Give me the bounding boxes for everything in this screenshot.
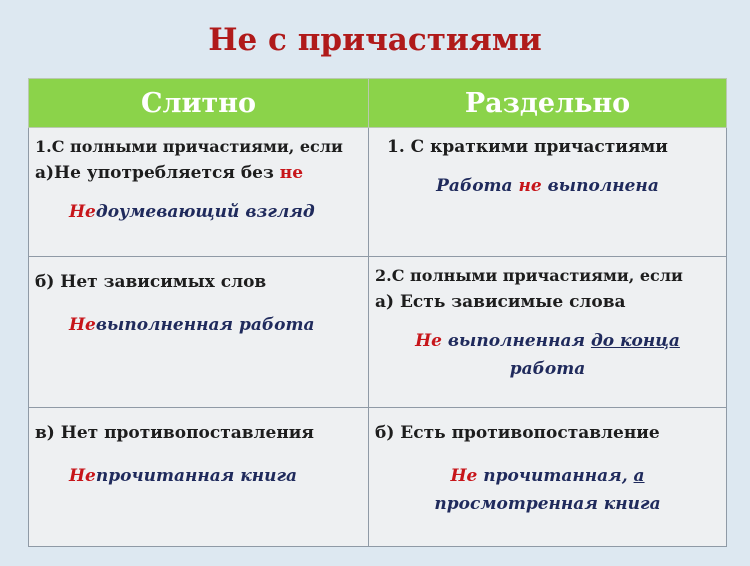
highlight-ne: не — [279, 163, 304, 183]
highlight-ne: Не — [69, 202, 96, 222]
table-row — [29, 408, 727, 547]
example-text: Невыполненная работа — [69, 315, 315, 335]
header-row — [29, 79, 727, 128]
rule-text: б) Нет зависимых слов — [35, 272, 267, 292]
highlight-ne: Не — [415, 331, 442, 351]
highlight-ne: не — [518, 176, 542, 196]
cell-separate-3 — [369, 408, 727, 547]
highlight-ne: Не — [450, 466, 478, 486]
header-separate: Раздельно — [369, 79, 727, 128]
example-text: Работа не выполнена — [436, 176, 659, 196]
example-text: Не прочитанная, а — [450, 466, 645, 486]
cell-together-1 — [29, 128, 369, 257]
header-together: Слитно — [29, 79, 369, 128]
table-row — [29, 128, 727, 257]
table-row — [29, 257, 727, 408]
cell-together-2 — [29, 257, 369, 408]
example-text: Непрочитанная книга — [69, 466, 298, 486]
highlight-ne: Не — [69, 315, 96, 335]
cell-together-3 — [29, 408, 369, 547]
example-text: работа — [509, 359, 586, 379]
rule-text: 1.С полными причастиями, если — [35, 137, 343, 156]
example-text: Недоумевающий взгляд — [69, 202, 315, 222]
highlight-ne: Не — [69, 466, 96, 486]
cell-separate-1 — [369, 128, 727, 257]
rule-text: в) Нет противопоставления — [35, 423, 314, 443]
rule-text: 1. С краткими причастиями — [387, 137, 668, 157]
rule-text: 2.С полными причастиями, если — [375, 266, 683, 285]
example-text: Не выполненная до конца — [415, 331, 680, 351]
cell-separate-2 — [369, 257, 727, 408]
rule-text: а)Не употребляется без не — [35, 163, 304, 183]
rule-text: б) Есть противопоставление — [375, 423, 660, 443]
page-title: Не с причастиями — [208, 22, 542, 58]
example-text: просмотренная книга — [434, 494, 661, 514]
rules-table — [28, 78, 727, 547]
rule-text: а) Есть зависимые слова — [375, 292, 626, 312]
